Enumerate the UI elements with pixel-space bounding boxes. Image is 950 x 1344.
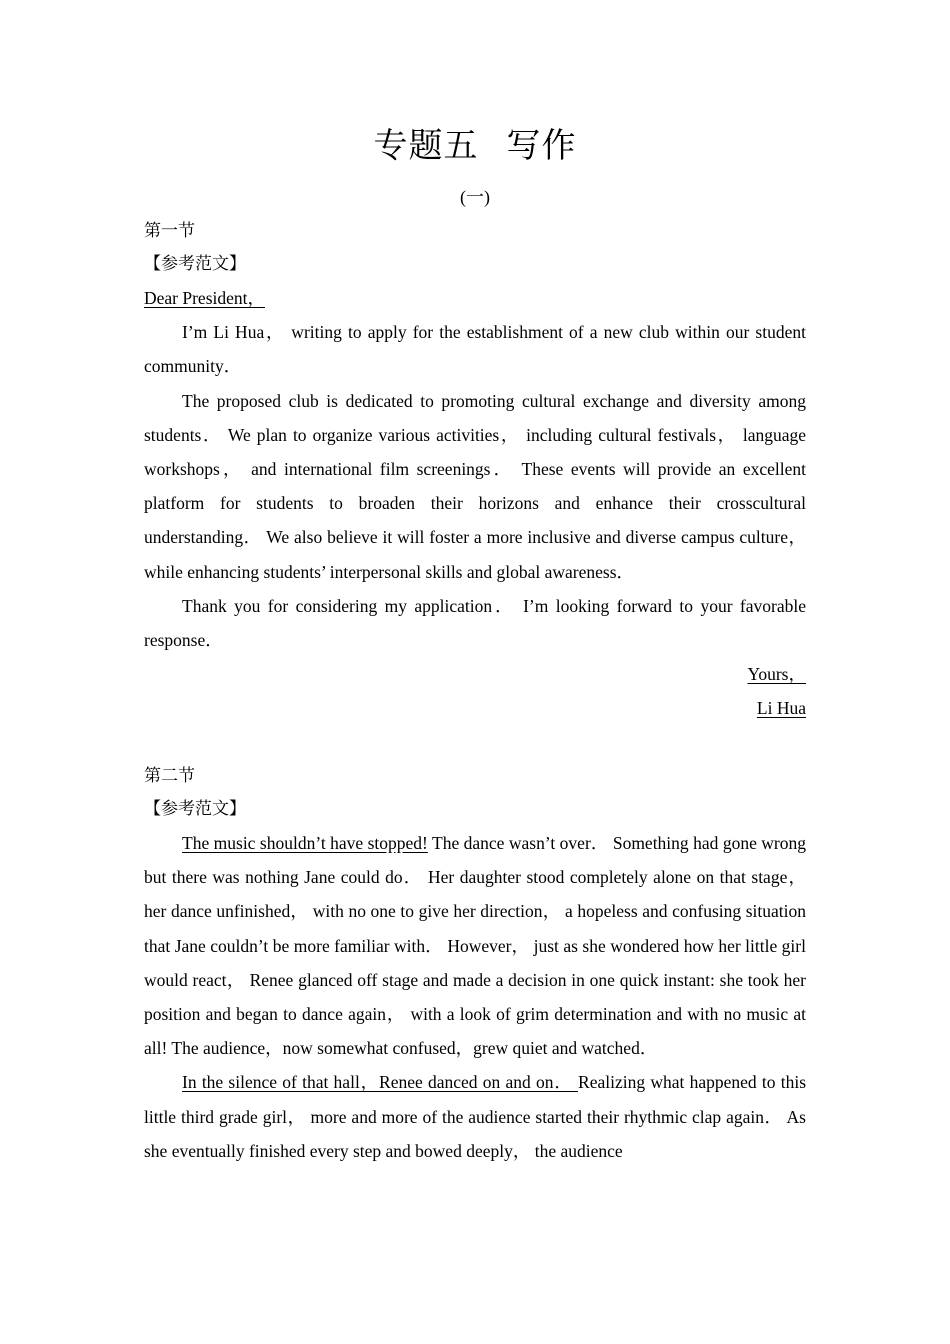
section-2-heading: 第二节: [144, 766, 195, 786]
story-paragraph-2: [144, 1065, 806, 1168]
letter-paragraph-3: Thank you for considering my application． I’m looking forward to your favorable response．: [144, 595, 806, 651]
page-title: [144, 122, 806, 170]
letter-signature: [144, 691, 806, 725]
section-2-label: 【参考范文】: [144, 799, 246, 819]
letter-paragraph-1: I’m Li Hua， writing to apply for the establishment of a new club within our student community．: [144, 322, 806, 377]
letter-paragraph-2: The proposed club is dedicated to promoting cultural exchange and diversity among students． We plan to organize various activities， including cultural festivals， language workshops， and international film screenings． These events will provide an excellent platform for students to broaden their horizons and enhance their crosscultural understanding． We also believe it will foster a more inclusive and diverse campus culture， while enhancing students’ interpersonal skills and global awareness．: [144, 390, 806, 582]
signature-text: Li Hua: [756, 698, 806, 719]
letter-salutation: [144, 281, 806, 315]
closing-text: Yours，: [747, 664, 806, 685]
page-subtitle: (一): [460, 187, 490, 207]
salutation-text: Dear President，: [144, 288, 266, 308]
section-1: [144, 215, 806, 726]
section-2: [144, 760, 806, 1168]
story-paragraph-1-lead: The music shouldn’t have stopped!: [182, 833, 428, 853]
title-sub: 写作: [506, 126, 577, 166]
story-paragraph-1-body: The dance wasn’t over． Something had gone wrong but there was nothing Jane could do． Her daughter stood completely alone on that stage， her dance unfinished， with no one to give her direction， a hopeless and confusing situation that Jane couldn’t be more familiar with． However， just as she wondered how her little girl would react， Renee glanced off stage and made a decision in one quick instant: she took her position and began to dance again， with a look of grim determination and with no music at all! The audience，now somewhat confused，grew quiet and watched．: [144, 833, 806, 1059]
letter-closing: [144, 657, 806, 691]
section-1-label: 【参考范文】: [144, 254, 246, 274]
section-1-heading: 第一节: [144, 221, 195, 241]
story-paragraph-2-body: Realizing what happened to this little third grade girl， more and more of the audience started their rhythmic clap again． As she eventually finished every step and bowed deeply， the audience: [144, 1072, 807, 1161]
story-paragraph-2-lead: In the silence of that hall，Renee danced on and on．: [182, 1072, 579, 1093]
title-main: 专题五: [373, 126, 479, 166]
story-paragraph-1: [144, 826, 806, 1065]
